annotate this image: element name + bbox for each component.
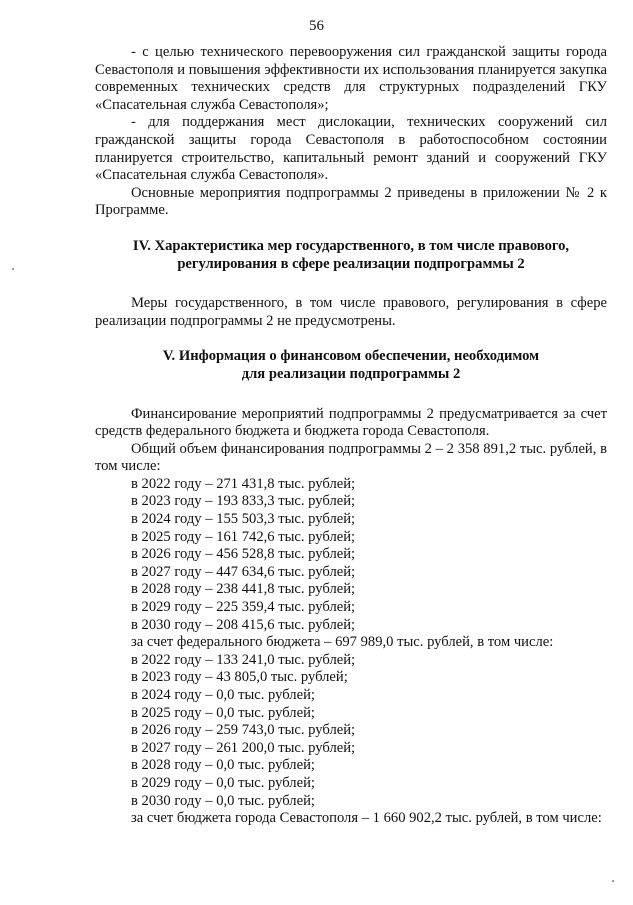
federal-years-list <box>95 652 607 810</box>
list-item: в 2026 году – 456 528,8 тыс. рублей; <box>131 546 356 563</box>
list-item: в 2022 году – 271 431,8 тыс. рублей; <box>131 475 356 492</box>
list-item: в 2022 году – 133 241,0 тыс. рублей; <box>131 651 356 668</box>
section-4-heading-line: IV. Характеристика мер государственного, в том числе правового, <box>132 237 570 254</box>
list-item: в 2024 году – 155 503,3 тыс. рублей; <box>131 511 356 528</box>
list-item: в 2030 году – 0,0 тыс. рублей; <box>131 792 315 809</box>
list-item: в 2030 году – 208 415,6 тыс. рублей; <box>131 616 356 633</box>
list-item: в 2029 году – 225 359,4 тыс. рублей; <box>131 599 356 616</box>
section-4-heading-line: регулирования в сфере реализации подпрограммы 2 <box>177 255 525 272</box>
list-item: в 2025 году – 161 742,6 тыс. рублей; <box>131 528 356 545</box>
list-item: в 2027 году – 261 200,0 тыс. рублей; <box>131 739 356 756</box>
page-number: 56 <box>309 18 324 34</box>
list-item: в 2025 году – 0,0 тыс. рублей; <box>131 704 315 721</box>
scan-speck <box>12 268 14 270</box>
list-item: в 2029 году – 0,0 тыс. рублей; <box>131 774 315 791</box>
section-5-heading <box>95 348 607 383</box>
scan-speck <box>612 880 614 882</box>
section-4-heading <box>95 238 607 273</box>
list-item: в 2028 году – 238 441,8 тыс. рублей; <box>131 581 356 598</box>
list-item: в 2028 году – 0,0 тыс. рублей; <box>131 757 315 774</box>
total-years-list <box>95 476 607 634</box>
list-item: в 2027 году – 447 634,6 тыс. рублей; <box>131 563 356 580</box>
total-financing: Общий объем финансирования подпрограммы 2 – 2 358 891,2 тыс. рублей, в том числе: <box>95 440 607 475</box>
paragraph-equipment: - с целью технического перевооружения сил гражданской защиты города Севастополя и повышения эффективности их использования планируется закупка современных технических средств для структурных подразделений ГКУ «Спасательная служба Севастополя»; <box>95 44 607 113</box>
city-financing: за счет бюджета города Севастополя – 1 660 902,2 тыс. рублей, в том числе: <box>131 810 602 827</box>
financing-paragraph: Финансирование мероприятий подпрограммы 2 предусматривается за счет средств федерального бюджета и бюджета города Севастополя. <box>95 405 607 440</box>
list-item: в 2024 году – 0,0 тыс. рублей; <box>131 687 315 703</box>
section-5-heading-line: для реализации подпрограммы 2 <box>241 365 461 382</box>
federal-financing: за счет федерального бюджета – 697 989,0 тыс. рублей, в том числе: <box>131 634 554 651</box>
paragraph-construction: - для поддержания мест дислокации, технических сооружений сил гражданской защиты города Севастополя в работоспособном состоянии планируется строительство, капитальный ремонт зданий и сооружений ГКУ «Спасательная служба Севастополя». <box>95 114 607 184</box>
section-5-heading-line: V. Информация о финансовом обеспечении, необходимом <box>162 348 540 365</box>
paragraph-activities: Основные мероприятия подпрограммы 2 приведены в приложении № 2 к Программе. <box>95 184 607 219</box>
list-item: в 2023 году – 43 805,0 тыс. рублей; <box>131 669 348 686</box>
list-item: в 2023 году – 193 833,3 тыс. рублей; <box>131 493 356 510</box>
document-body <box>95 44 607 828</box>
list-item: в 2026 году – 259 743,0 тыс. рублей; <box>131 722 356 739</box>
section-4-text: Меры государственного, в том числе правового, регулирования в сфере реализации подпрограммы 2 не предусмотрены. <box>95 295 607 329</box>
